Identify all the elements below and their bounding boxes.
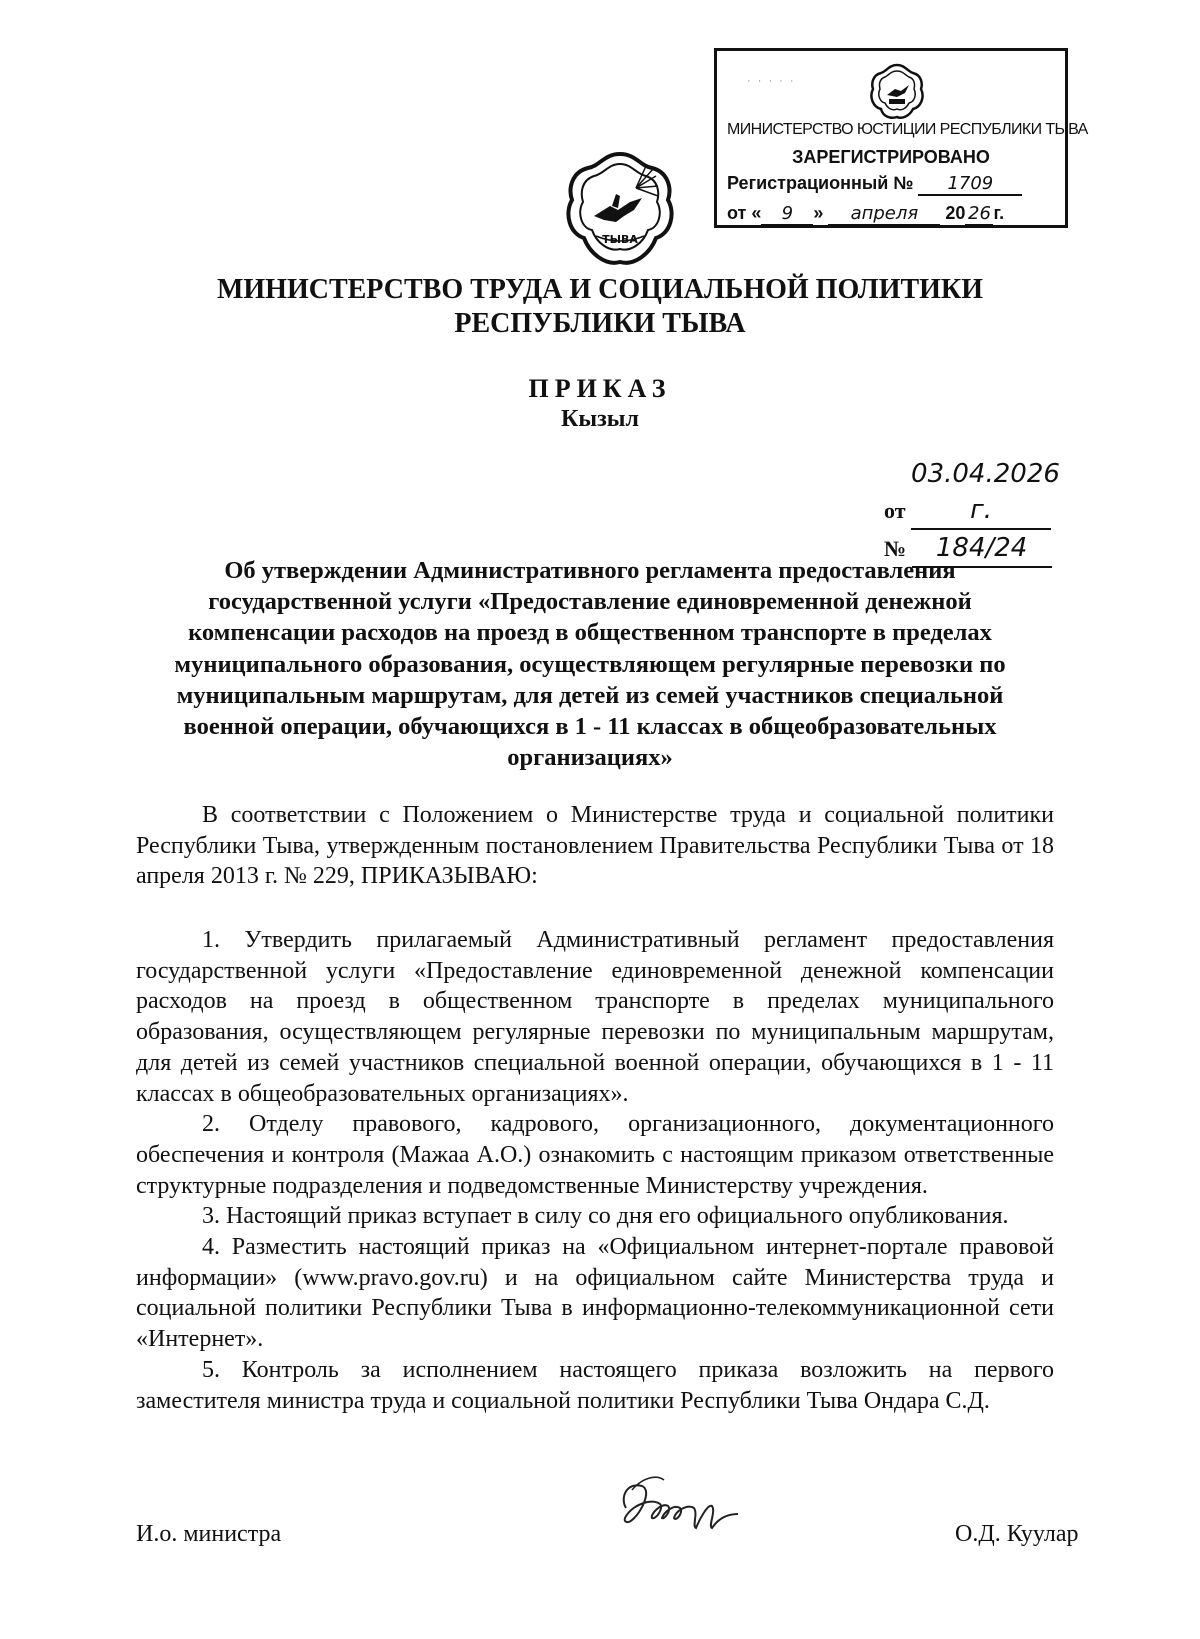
order-items (136, 925, 1054, 1416)
order-item: 5. Контроль за исполнением настоящего приказа возложить на первого заместителя министра труда и социальной политики Республики Тыва Ондара С.Д. (136, 1356, 1054, 1414)
stamp-date-day: 9 (761, 203, 813, 226)
stamp-date-month: апреля (828, 203, 940, 226)
stamp-date-mid: » (813, 203, 824, 223)
order-number-value: 184/24 (912, 530, 1052, 568)
order-subject: Об утверждении Административного регламента предоставления государственной услуги «Предоставление единовременной денежной компенсации расходов на проезд в общественном транспорте в пределах муниципального образования, осуществляющем регулярные перевозки по муниципальным маршрутам, для детей из семей участников специальной военной операции, обучающихся в 1 - 11 классах в общеобразовательных организациях» (174, 557, 1006, 772)
stamp-reg-label: Регистрационный № (727, 173, 914, 193)
order-item: 3. Настоящий приказ вступает в силу со дня его официального опубликования. (202, 1203, 1009, 1230)
order-date-number (884, 456, 1060, 568)
order-item: 4. Разместить настоящий приказ на «Официальном интернет-портале правовой информации» (www.pravo.gov.ru) и на официальном сайте Министерства труда и социальной политики Республики Тыва в информационно-телекоммуникационной сети «Интернет». (136, 1234, 1054, 1353)
stamp-date-prefix: от « (727, 203, 762, 223)
stamp-status: ЗАРЕГИСТРИРОВАНО (792, 147, 990, 167)
stamp-date-line (727, 203, 1004, 226)
ministry-name-line1: МИНИСТЕРСТВО ТРУДА И СОЦИАЛЬНОЙ ПОЛИТИКИ (216, 274, 984, 305)
stamp-date-end: г. (993, 203, 1005, 223)
order-date-value: 03.04.2026 г. (911, 456, 1051, 530)
stamp-date-year-suffix: 26 (965, 203, 993, 226)
tuva-emblem-icon (560, 150, 680, 270)
order-item: 1. Утвердить прилагаемый Административный регламент предоставления государственной услуги «Предоставление единовременной денежной компенсации расходов на проезд в общественном транспорте в пределах муниципального образования, осуществляющем регулярные перевозки по муниципальным маршрутам, для детей из семей участников специальной военной операции, обучающихся в 1 - 11 классах в общеобразовательных организациях». (136, 927, 1054, 1107)
emblem-label: ТЫВА (602, 233, 638, 246)
order-title: ПРИКАЗ (528, 374, 672, 403)
ministry-name (0, 273, 1200, 341)
order-number-label: № (884, 536, 907, 561)
order-city: Кызыл (561, 406, 639, 432)
order-date-line (884, 456, 1060, 530)
signatory-position: И.о. министра (136, 1521, 282, 1547)
stamp-reg-number: 1709 (918, 173, 1022, 196)
signatory-name: О.Д. Куулар (955, 1521, 1079, 1547)
ministry-name-line2: РЕСПУБЛИКИ ТЫВА (454, 308, 746, 339)
preamble: В соответствии с Положением о Министерстве труда и социальной политики Республики Тыва, утвержденным постановлением Правительства Республики Тыва от 18 апреля 2013 г. № 229, ПРИКАЗЫВАЮ: (136, 802, 1054, 890)
stamp-smudge: · · · · · (747, 75, 796, 87)
order-item: 2. Отделу правового, кадрового, организационного, документационного обеспечения и контроля (Мажаа А.О.) ознакомить с настоящим приказом ответственные структурные подразделения и подведомственные Министерству учреждения. (136, 1111, 1054, 1199)
handwritten-signature (612, 1468, 742, 1548)
order-date-label: от (884, 498, 906, 523)
stamp-emblem-icon (867, 61, 927, 121)
stamp-reg-line (727, 173, 1022, 196)
stamp-date-year-prefix: 20 (945, 203, 966, 223)
stamp-agency: МИНИСТЕРСТВО ЮСТИЦИИ РЕСПУБЛИКИ ТЫВА (727, 121, 1088, 138)
registration-stamp (714, 48, 1088, 228)
